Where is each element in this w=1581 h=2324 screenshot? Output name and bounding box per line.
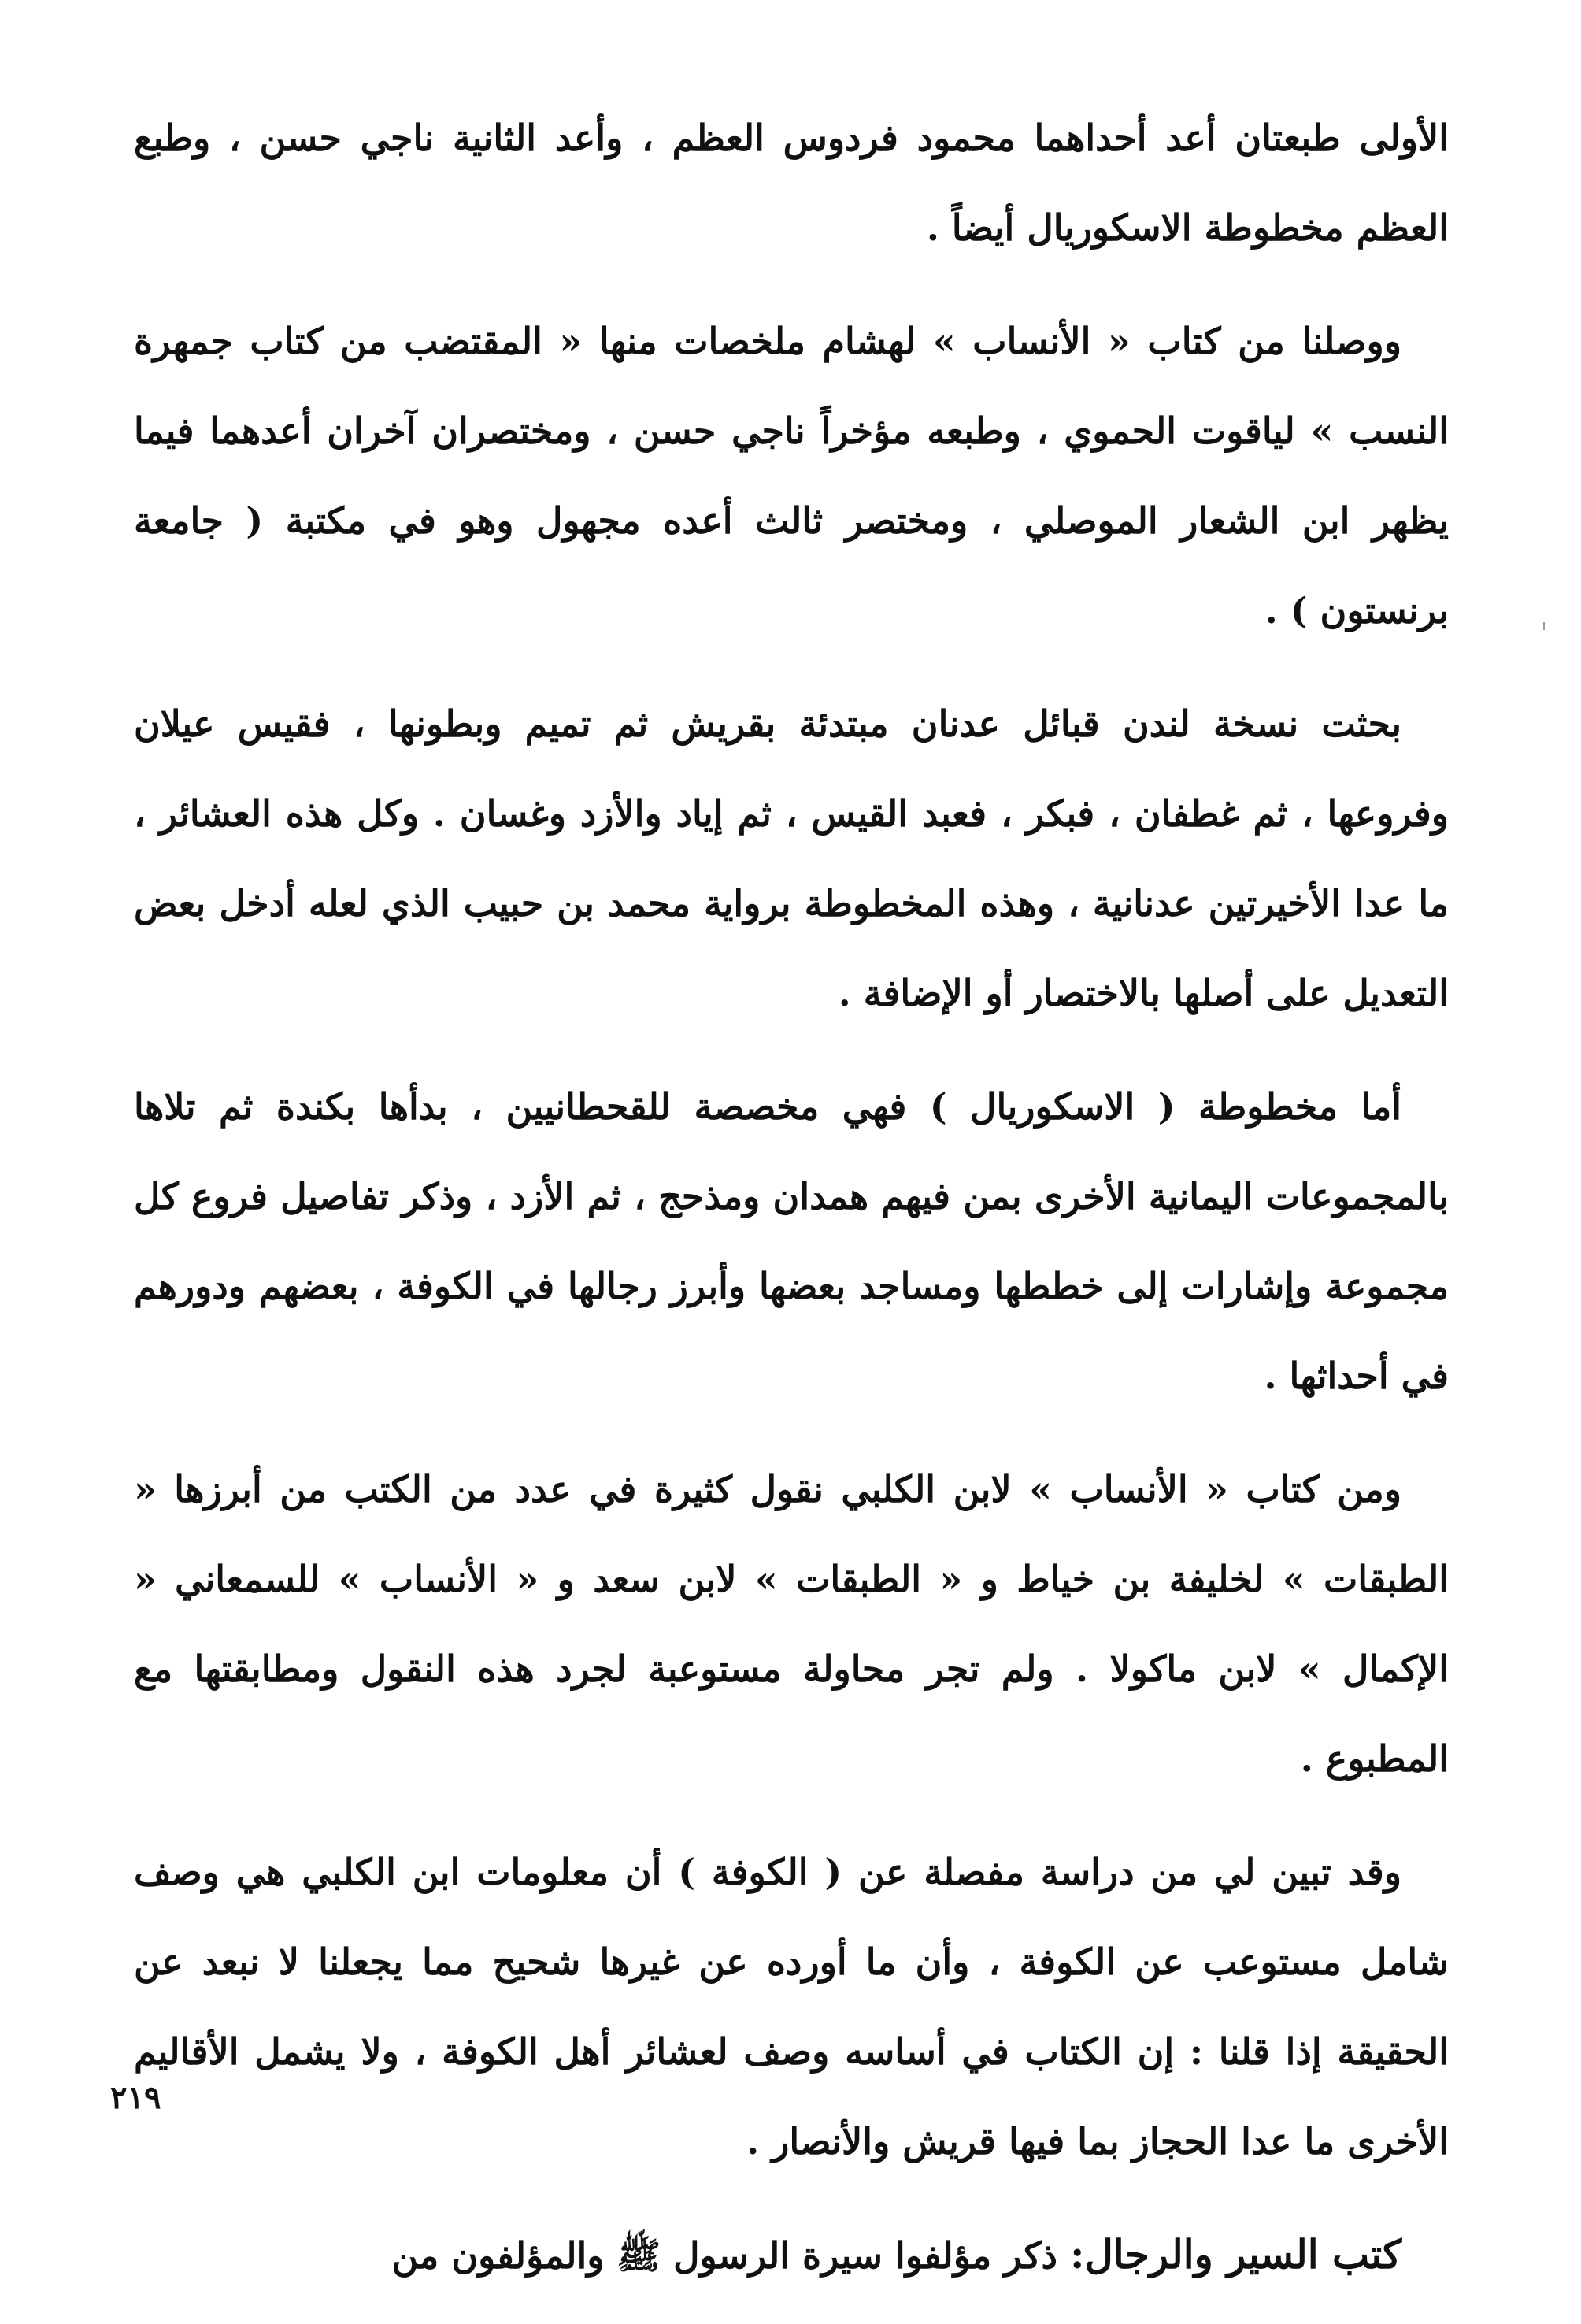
section-text: ذكر مؤلفوا سيرة الرسول ﷺ والمؤلفون من: [391, 2234, 1070, 2277]
margin-mark: [1543, 622, 1545, 630]
section-paragraph: [134, 2210, 1449, 2300]
section-heading: كتب السير والرجال:: [1070, 2231, 1401, 2278]
paragraph-1: الأولى طبعتان أعد أحداهما محمود فردوس العظم ، وأعد الثانية ناجي حسن ، وطبع العظم مخطوطة الاسكوريال أيضاً .: [134, 117, 1449, 249]
body-text: [134, 93, 1449, 2324]
paragraph-5: ومن كتاب « الأنساب » لابن الكلبي نقول كثيرة في عدد من الكتب من أبرزها « الطبقات » لخليفة بن خياط و « الطبقات » لابن سعد و « الأنساب » للسمعاني « الإكمال » لابن ماكولا . ولم تجر محاولة مستوعبة لجرد هذه النقول ومطابقتها مع المطبوع .: [134, 1468, 1449, 1780]
paragraph-6: وقد تبين لي من دراسة مفصلة عن ( الكوفة ) أن معلومات ابن الكلبي هي وصف شامل مستوعب عن الكوفة ، وأن ما أورده عن غيرها شحيح مما يجعلنا لا نبعد عن الحقيقة إذا قلنا : إن الكتاب في أساسه وصف لعشائر أهل الكوفة ، ولا يشمل الأقاليم الأخرى ما عدا الحجاز بما فيها قريش والأنصار .: [134, 1851, 1449, 2163]
paragraph-3: بحثت نسخة لندن قبائل عدنان مبتدئة بقريش ثم تميم وبطونها ، فقيس عيلان وفروعها ، ثم غطفان ، فبكر ، فعبد القيس ، ثم إياد والأزد وغسان . وكل هذه العشائر ، ما عدا الأخيرتين عدنانية ، وهذه المخطوطة برواية محمد بن حبيب الذي لعله أدخل بعض التعديل على أصلها بالاختصار أو الإضافة .: [134, 702, 1449, 1014]
page-number: ٢١٩: [110, 2079, 161, 2116]
paragraph-4: أما مخطوطة ( الاسكوريال ) فهي مخصصة للقحطانيين ، بدأها بكندة ثم تلاها بالمجموعات اليمانية الأخرى بمن فيهم همدان ومذحج ، ثم الأزد ، وذكر تفاصيل فروع كل مجموعة وإشارات إلى خططها ومساجد بعضها وأبرز رجالها في الكوفة ، بعضهم ودورهم في أحداثها .: [134, 1085, 1449, 1397]
paragraph-2: ووصلنا من كتاب « الأنساب » لهشام ملخصات منها « المقتضب من كتاب جمهرة النسب » لياقوت الحموي ، وطبعه مؤخراً ناجي حسن ، ومختصران آخران أعدهما فيما يظهر ابن الشعار الموصلي ، ومختصر ثالث أعده مجهول وهو في مكتبة ( جامعة برنستون ) .: [134, 320, 1449, 632]
